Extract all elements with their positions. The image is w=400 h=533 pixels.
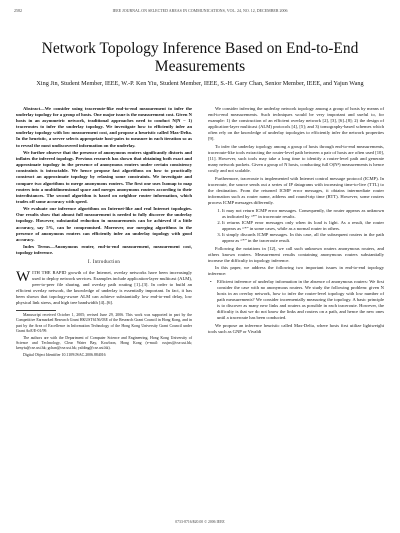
list-item: • Efficient inference of underlay information in the absence of anonymous routers: We first consider the case with no anonymous routers. We study the following problem: given N hosts in an overlay network, how to infer the router-level topology with low number of path measurements? We consider incrementally measuring the topology. A basic principle is to discover as many new links and routers as possible in each traceroute. However, the difficulty is that we do not know the links and routers on a path, and hence the new ones until a traceroute has been conducted. bbox=[217, 279, 384, 322]
copyright-footer: 0733-8716/$20.00 © 2006 IEEE bbox=[175, 520, 225, 524]
list-item: 3. It simply discards ICMP messages. In this case, all the subsequent routers in the path appear as “*” in the traceroute result. bbox=[222, 232, 384, 244]
paper-title: Network Topology Inference Based on End-to-End Measurements bbox=[41, 40, 359, 75]
abstract-paragraph-3: We evaluate our inference algorithms on Internet-like and real Internet topologies. Our results show that almost full measurement is needed to fully discover the underlay topology. However, substantial reduction in measurements can be achieved if a little accuracy, say 5%, can be compromised. Moreover, our merging algorithms in the presence of anonymous routers can efficiently infer an underlay topology with good accuracy. bbox=[16, 206, 192, 242]
abstract-paragraph-1: Abstract—We consider using traceroute-like end-to-end measurement to infer the underlay topology for a group of hosts. One major issue is the measurement cost. Given N hosts in an asymmetric network, traditional approaches need to conduct N(N − 1) traceroutes to infer the underlay topology. We investigate how to efficiently infer an underlay topology with low measurement cost, and propose a heuristic called Max-Delta. In the heuristic, a server selects appropriate host-pairs to measure in each iteration so as to reveal the most undiscovered information on the underlay. bbox=[16, 106, 192, 148]
list-item: 2. It returns ICMP error messages only when its load is light. As a result, the router appears as “*” in some cases, while as a normal router in others. bbox=[222, 220, 384, 232]
right-paragraph-1: We consider inferring the underlay network topology among a group of hosts by means of end-to-end measurements. Such techniques would be very important and useful to, for example: 1) the construction of an efficient overlay network [2], [3], [6]–[8]; 2) the design of application-layer multicast (ALM) protocols [4], [5]; and 3) tomography-based schemes which often rely on the knowledge of underlay topologies to efficiently infer the network properties [9]. bbox=[208, 106, 384, 142]
footnote-divider bbox=[16, 310, 56, 311]
footnote-authors: The authors are with the Department of Computer Science and Engineering, Hong Kong University of Science and Technology, Clear Water Bay, Kowloon, Hong Kong (e-mail: csxjnx@cse.ust.hk; kenyiu@cse.ust.hk; gchan@cse.ust.hk; yalding@cse.ust.hk). bbox=[16, 335, 192, 351]
right-paragraph-5: In this paper, we address the following two important issues in end-to-end topology inference: bbox=[208, 265, 384, 277]
running-header bbox=[14, 8, 386, 16]
page-number: 2582 bbox=[14, 8, 22, 13]
left-column bbox=[16, 106, 192, 360]
right-paragraph-2: To infer the underlay topology among a group of hosts through end-to-end measurements, traceroute-like tools extracting the router-level path between a pair of hosts are often used [10], [11]. However, such tools may take a long time to identify a router-level path and generate many network packets. Given a group of N hosts, conducting full O(N²) measurements is hence costly and not scalable. bbox=[208, 143, 384, 174]
journal-name: IEEE JOURNAL ON SELECTED AREAS IN COMMUNICATIONS, VOL. 24, NO. 12, DECEMBER 2006 bbox=[112, 8, 288, 13]
author-list: Xing Jin, Student Member, IEEE, W.-P. Ken Yiu, Student Member, IEEE, S.-H. Gary Chan, Senior Member, IEEE, and Yajun Wang bbox=[36, 80, 364, 87]
intro-paragraph-1-text: ITH THE RAPID growth of the Internet, overlay networks have been increasingly used to deploy network services. Examples include application-layer multicast (ALM), peer-to-peer file sharing, and overlay path routing [1]–[3]. In order to build an efficient overlay network, the knowledge of underlay is essentially important. In fact, it has been shown that topology-aware ALM can achieve substantially low end-to-end delay, low physical link stress, and high tree bandwidth [4]–[6]. bbox=[16, 269, 193, 305]
right-column bbox=[208, 106, 384, 337]
section-heading-introduction: I. Introduction bbox=[87, 260, 121, 266]
right-paragraph-4: Following the notations in [12], we call such unknown routers anonymous routers, and others known routers. Measurement results containing anonymous routers substantially increase the difficulty in topology inference. bbox=[208, 245, 384, 263]
footnote-doi: Digital Object Identifier 10.1109/JSAC.2006.884016 bbox=[23, 352, 106, 357]
drop-cap: W bbox=[16, 268, 31, 285]
index-terms: Index Terms—Anonymous router, end-to-end measurement, measurement cost, topology inference. bbox=[16, 244, 192, 256]
issues-list bbox=[208, 279, 384, 322]
right-paragraph-3: Furthermore, traceroute is implemented with Internet control message protocol (ICMP). In traceroute, the source sends out a series of IP datagrams with increasing time-to-live (TTL) to the destination. From the returned ICMP error messages, it obtains intermediate router information such as router name, address and round-trip time (RTT). However, some routers process ICMP messages differently. bbox=[208, 175, 384, 206]
intro-paragraph-1 bbox=[16, 270, 192, 307]
list-item: 1. It may not return ICMP error messages. Consequently, the router appears as unknown as indicated by “*” in traceroute results. bbox=[222, 208, 384, 220]
router-behavior-list bbox=[208, 208, 384, 245]
footnote-manuscript: Manuscript received October 1, 2005; revised June 29, 2006. This work was supported in part by the Competitive Earmarked Research Grant HKUST6156/03E of the Research Grant Council in Hong Kong, and in part by the Area of Excellence in Information Technology of the Hong Kong University Grant Council under Grant AoE/E-01/99. bbox=[16, 313, 192, 333]
right-paragraph-6: We propose an inference heuristic called Max-Delta, where hosts first utilize lightweight tools such as GNP or Vivaldi bbox=[208, 322, 384, 335]
abstract-paragraph-2: We further observe that the presence of anonymous routers significantly distorts and inflates the inferred topology. Previous research has shown that obtaining both exact and approximate topology in the presence of anonymous routers under certain consistency constraints is intractable. We hence propose fast algorithms on how to practically construct an approximate topology by relaxing some constraints. We investigate and compare two algorithms to merge anonymous routers. The first one uses Isomap to map routers into a multidimensional space and merges anonymous routers according to their interdistances. The second algorithm is based on neighbor router information, which trades off some accuracy with speed. bbox=[16, 150, 192, 204]
